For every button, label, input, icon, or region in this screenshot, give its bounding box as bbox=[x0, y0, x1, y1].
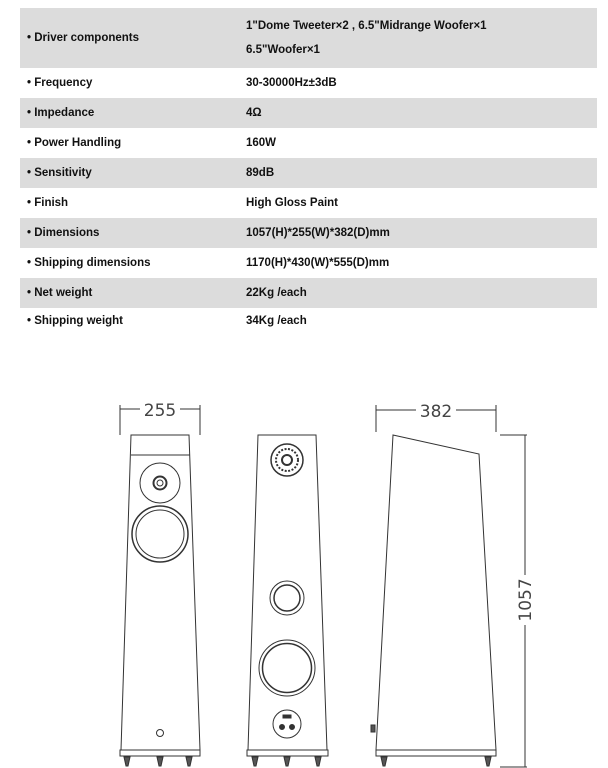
width-dimension bbox=[120, 401, 200, 435]
side-view-speaker bbox=[371, 402, 496, 766]
spec-label: • Shipping weight bbox=[27, 314, 124, 327]
depth-label: 382 bbox=[419, 402, 453, 422]
spec-value: 30-30000Hz±3dB bbox=[246, 77, 337, 89]
spec-label: • Impedance bbox=[27, 107, 95, 119]
spec-value-line: 1"Dome Tweeter×2 , 6.5"Midrange Woofer×1 bbox=[246, 20, 487, 32]
spec-value: 4Ω bbox=[246, 107, 262, 119]
spec-value: High Gloss Paint bbox=[246, 197, 339, 209]
spec-value: 89dB bbox=[246, 167, 275, 179]
spec-value: 22Kg /each bbox=[246, 287, 307, 299]
front-view-speaker bbox=[120, 435, 200, 766]
spec-label: • Sensitivity bbox=[27, 167, 92, 179]
width-label: 255 bbox=[143, 401, 177, 421]
spec-value: 1057(H)*255(W)*382(D)mm bbox=[246, 227, 390, 239]
spec-label: • Net weight bbox=[27, 287, 93, 299]
spec-value: 160W bbox=[246, 137, 277, 149]
height-label: 1057 bbox=[516, 578, 536, 622]
spec-value: 1170(H)*430(W)*555(D)mm bbox=[246, 257, 390, 269]
spec-label: • Finish bbox=[27, 197, 69, 209]
height-dimension bbox=[500, 435, 536, 767]
port bbox=[270, 581, 304, 615]
woofer bbox=[132, 506, 188, 562]
logo-icon bbox=[157, 730, 164, 737]
spec-label: • Frequency bbox=[27, 77, 93, 89]
spec-label: • Power Handling bbox=[27, 137, 122, 149]
terminal-plate bbox=[273, 710, 301, 738]
woofer bbox=[259, 640, 315, 696]
spec-label: • Shipping dimensions bbox=[27, 257, 151, 269]
spec-value: 34Kg /each bbox=[246, 314, 307, 327]
tweeter-plate bbox=[140, 463, 180, 503]
second-view-speaker bbox=[247, 435, 328, 766]
spec-label: • Driver components bbox=[27, 32, 140, 44]
spec-label: • Dimensions bbox=[27, 227, 100, 239]
spec-value-line: 6.5"Woofer×1 bbox=[246, 44, 320, 56]
